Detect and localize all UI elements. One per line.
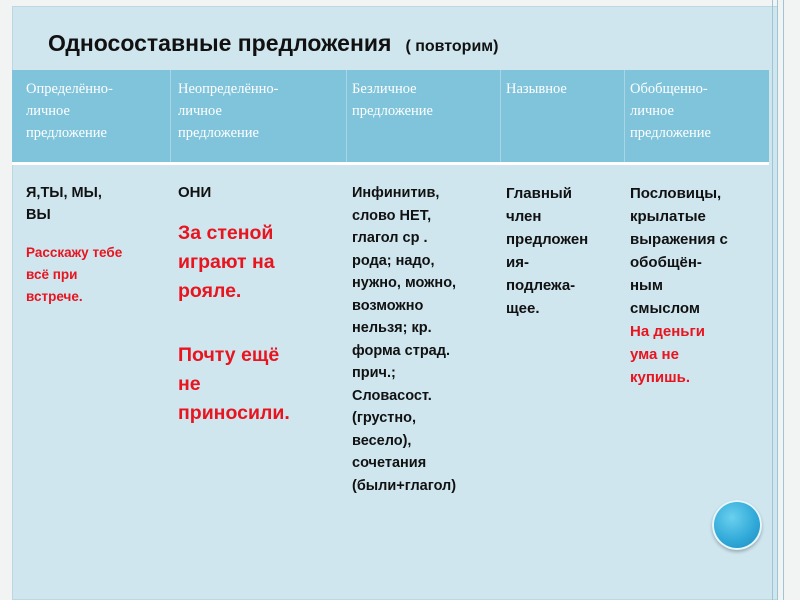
text-line: приносили.	[178, 402, 290, 424]
body-cell-indefinite-personal	[178, 182, 346, 428]
header-line: личное	[630, 103, 674, 119]
text-line: нельзя; кр.	[352, 320, 432, 336]
body-cell-nominative	[506, 182, 626, 320]
text-line: (грустно,	[352, 410, 417, 426]
title-sub: ( повторим)	[405, 38, 499, 55]
text-line: весело),	[352, 432, 412, 449]
decorative-line	[783, 0, 784, 600]
cell-example	[630, 320, 770, 389]
table-header-row	[12, 70, 769, 165]
header-cell-nominative	[506, 78, 626, 100]
text-line: нужно, можно,	[352, 275, 457, 291]
text-line: ума не	[630, 346, 679, 363]
body-cell-definite-personal	[26, 182, 174, 308]
header-cell-indefinite-personal	[178, 78, 346, 144]
circle-nav-icon[interactable]	[712, 500, 762, 550]
cell-description	[26, 182, 174, 226]
column-divider	[346, 70, 347, 162]
text-line: предложен	[506, 231, 589, 248]
text-line: форма страд.	[352, 342, 450, 359]
header-line: Неопределённо-	[178, 81, 279, 97]
header-line: предложение	[352, 103, 433, 119]
header-line: личное	[178, 103, 222, 119]
body-cell-generalized-personal	[630, 182, 770, 389]
decorative-line	[777, 0, 778, 600]
text-line: Главный	[506, 185, 572, 202]
text-line: ия-	[506, 254, 529, 271]
text-line: купишь.	[630, 369, 691, 386]
text-line: играют на	[178, 251, 275, 273]
text-line: Словасост.	[352, 387, 432, 404]
header-line: Назывное	[506, 81, 567, 97]
header-cell-generalized-personal	[630, 78, 770, 144]
text-line: сочетания	[352, 455, 427, 471]
text-line: Пословицы,	[630, 185, 722, 202]
text-line: слово НЕТ,	[352, 207, 432, 224]
cell-example	[178, 341, 346, 428]
text-line: ОНИ	[178, 184, 212, 201]
text-line: подлежа-	[506, 277, 576, 294]
body-cell-impersonal	[352, 182, 502, 497]
text-line: ВЫ	[26, 207, 51, 223]
cell-description	[352, 182, 502, 497]
text-line: Инфинитив,	[352, 185, 440, 201]
header-line: предложение	[26, 125, 107, 141]
text-line: член	[506, 208, 542, 225]
text-line: всё при	[26, 267, 78, 282]
text-line: ным	[630, 277, 663, 294]
cell-example	[178, 219, 346, 306]
header-cell-definite-personal	[26, 78, 174, 144]
slide-title	[48, 30, 498, 57]
text-line: крылатые	[630, 208, 706, 225]
cell-description	[630, 182, 770, 320]
title-main: Односоставные предложения	[48, 30, 392, 56]
text-line: обобщён-	[630, 254, 702, 271]
text-line: возможно	[352, 297, 424, 314]
text-line: рояле.	[178, 280, 242, 302]
text-line: Почту ещё	[178, 344, 280, 366]
text-line: (были+глагол)	[352, 477, 457, 494]
cell-example	[26, 242, 174, 308]
text-line: щее.	[506, 300, 540, 317]
text-line: встрече.	[26, 289, 83, 304]
text-line: прич.;	[352, 365, 396, 381]
cell-description	[506, 182, 626, 320]
cell-description	[178, 182, 346, 204]
text-line: не	[178, 373, 201, 395]
header-line: предложение	[178, 125, 259, 141]
comparison-table	[12, 70, 769, 568]
text-line: За стеной	[178, 222, 274, 244]
text-line: выражения с	[630, 231, 728, 248]
header-line: Определённо-	[26, 81, 113, 97]
text-line: Я,ТЫ, МЫ,	[26, 185, 102, 201]
header-cell-impersonal	[352, 78, 502, 122]
header-line: Обобщенно-	[630, 81, 708, 97]
text-line: рода; надо,	[352, 252, 435, 269]
header-line: личное	[26, 103, 70, 119]
text-line: глагол ср .	[352, 230, 428, 246]
header-line: Безличное	[352, 81, 417, 97]
text-line: Расскажу тебе	[26, 245, 123, 260]
decorative-line	[772, 0, 773, 600]
header-line: предложение	[630, 125, 711, 141]
text-line: смыслом	[630, 300, 700, 317]
text-line: На деньги	[630, 323, 705, 340]
